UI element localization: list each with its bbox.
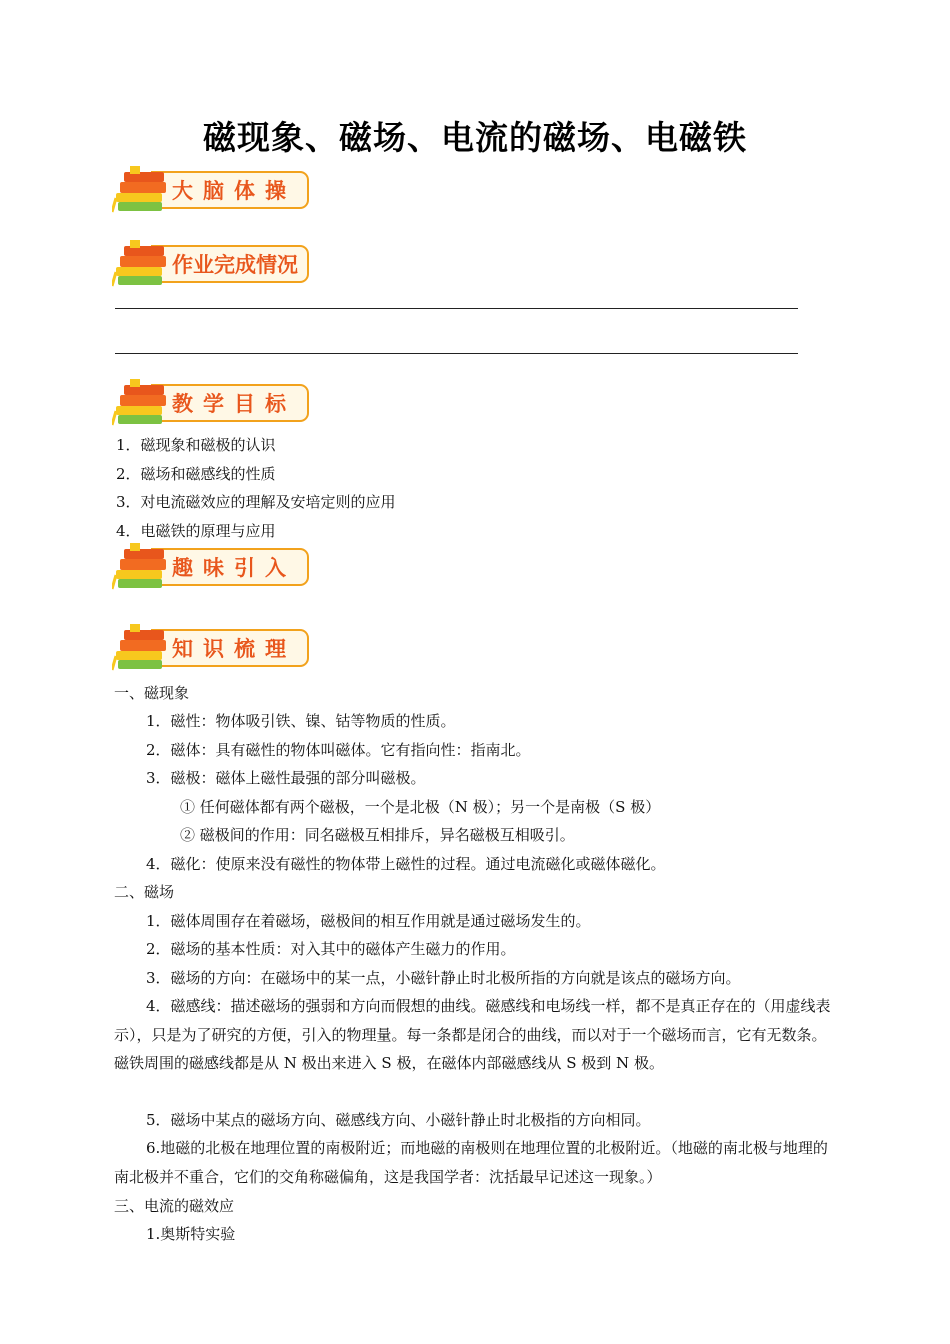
section-banner-teaching-goals [112,375,312,433]
blank-answer-line [115,308,798,309]
part1-item: 3．磁极：磁体上磁性最强的部分叫磁极。 [146,769,426,787]
goal-item: 2．磁场和磁感线的性质 [116,465,276,483]
part1-item: 2．磁体：具有磁性的物体叫磁体。它有指向性：指南北。 [146,741,531,759]
part2-item: 3．磁场的方向：在磁场中的某一点，小磁针静止时北极所指的方向就是该点的磁场方向。 [146,969,741,987]
part2-item: 1．磁体周围存在着磁场，磁极间的相互作用就是通过磁场发生的。 [146,912,591,930]
part3-item: 1.奥斯特实验 [146,1225,236,1243]
page-title: 磁现象、磁场、电流的磁场、电磁铁 [203,118,747,157]
goal-item: 1．磁现象和磁极的认识 [116,436,276,454]
section-title-fun-intro: 趣味引入 [172,556,296,580]
part1-subitem: ② 磁极间的作用：同名磁极互相排斥，异名磁极互相吸引。 [180,826,575,844]
goal-item: 3．对电流磁效应的理解及安培定则的应用 [116,493,396,511]
part2-paragraph: 6.地磁的北极在地理位置的南极附近；而地磁的南极则在地理位置的北极附近。（地磁的南北极与地理的南北极并不重合，它们的交角称磁偏角，这是我国学者：沈括最早记述这一现象。） [114,1139,828,1186]
part2-heading: 二、磁场 [114,883,175,901]
part2-item: 5．磁场中某点的磁场方向、磁感线方向、小磁针静止时北极指的方向相同。 [146,1111,651,1129]
part1-heading: 一、磁现象 [114,684,190,702]
part2-paragraph: 4．磁感线：描述磁场的强弱和方向而假想的曲线。磁感线和电场线一样，都不是真正存在的（用虚线表示），只是为了研究的方便，引入的物理量。每一条都是闭合的曲线，而以对于一个磁场而言，它有无数条。磁铁周围的磁感线都是从 N 极出来进入 S 极，在磁体内部磁感线从 S 极到 N 极。 [114,997,831,1073]
section-title-knowledge: 知识梳理 [172,637,296,661]
part3-heading: 三、电流的磁效应 [114,1197,235,1215]
section-title-teaching-goals: 教学目标 [172,392,296,416]
part1-item: 4．磁化：使原来没有磁性的物体带上磁性的过程。通过电流磁化或磁体磁化。 [146,855,666,873]
part2-item: 2．磁场的基本性质：对入其中的磁体产生磁力的作用。 [146,940,516,958]
section-banner-fun-intro [112,539,312,597]
section-banner-homework [112,236,312,294]
goal-item: 4．电磁铁的原理与应用 [116,522,276,540]
section-banner-knowledge [112,620,312,678]
section-banner-brain-exercise [112,162,312,220]
blank-answer-line [115,353,798,354]
section-title-brain-exercise: 大脑体操 [172,179,296,203]
section-title-homework: 作业完成情况 [172,253,298,277]
part1-subitem: ① 任何磁体都有两个磁极，一个是北极（N 极）；另一个是南极（S 极） [180,798,661,816]
part1-item: 1．磁性：物体吸引铁、镍、钴等物质的性质。 [146,712,456,730]
